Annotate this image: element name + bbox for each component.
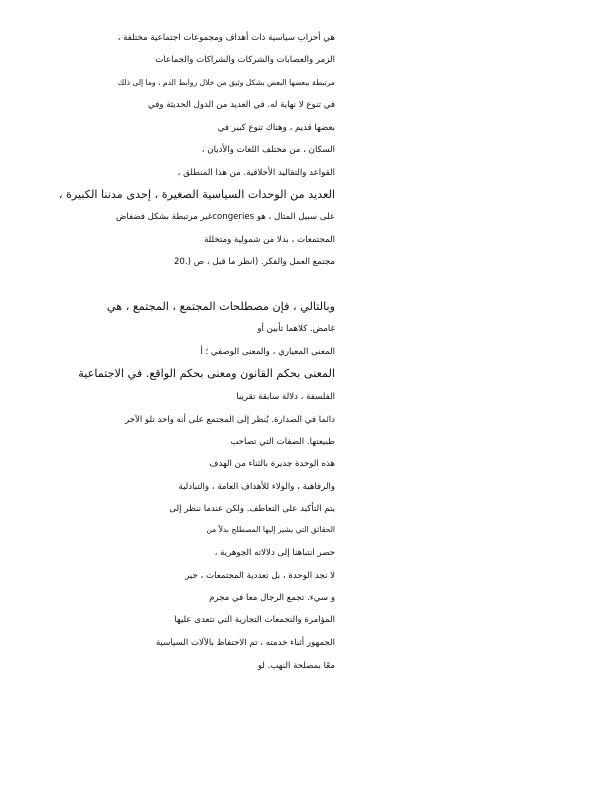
text-line: مجتمع العمل والفكر. (انظر ما قبل ، ص (.20	[173, 257, 335, 267]
text-line: في تنوع لا نهاية له. في العديد من الدول الحديثة وفي	[148, 100, 335, 110]
text-line: الفلسفة ، دلالة سابقة تقريبا	[236, 392, 335, 402]
text-line: المؤامرة والتجمعات التجارية التي تتعدى عليها	[174, 615, 335, 625]
text-line: العديد من الوحدات السياسية الصغيرة ، إحدى مدننا الكبيرة ،	[58, 188, 335, 201]
text-line: المعنى بحكم القانون ومعنى بحكم الواقع. في الاجتماعية	[78, 367, 335, 380]
text-line: والرفاهية ، والولاء للأهداف العامة ، والتبادلية	[178, 482, 335, 492]
text-line: الزمر والعصابات والشركات والشراكات والجماعات	[155, 55, 335, 65]
text-line: يتم التأكيد على التعاطف. ولكن عندما ننظر إلى	[169, 504, 335, 514]
text-line: طبيعتها. الصفات التي تصاحب	[230, 437, 335, 447]
text-line: السكان ، من مختلف اللغات والأديان ،	[201, 145, 335, 155]
text-line: حصر انتباهنا إلى دلالاته الجوهرية ،	[214, 548, 335, 558]
text-line: بعضها قديم ، وهناك تنوع كبير في	[217, 123, 335, 133]
text-line: الحقائق التي يشير إليها المصطلح بدلاً من	[206, 525, 335, 534]
text-line: غامض. كلاهما تأبين أو	[257, 324, 335, 334]
text-line: معًا بمصلحة النهب. لو	[257, 661, 335, 671]
text-line: مرتبطة ببعضها البعض بشكل وثيق من خلال روابط الدم ، وما إلى ذلك	[117, 78, 335, 87]
text-line: وبالتالي ، فإن مصطلحات المجتمع ، المجتمع ، هي	[106, 300, 335, 313]
text-line: المعنى المعياري ، والمعنى الوصفي ؛ أ	[200, 347, 335, 357]
text-line: هي أحزاب سياسية ذات أهداف ومجموعات اجتماعية مختلفة ،	[117, 33, 335, 43]
text-line: القواعد والتقاليد الأخلاقية. من هذا المنطلق ،	[177, 168, 335, 178]
text-line: على سبيل المثال ، هو congeriesغير مرتبطة بشكل فضفاض	[116, 212, 335, 222]
text-line: دائما في الصدارة. يُنظر إلى المجتمع على أنه واحد تلو الآخر	[124, 415, 335, 425]
text-line: المجتمعات ، بدلا من شمولية ومتخللة	[204, 235, 335, 245]
text-line: هذه الوحدة جديرة بالثناء من الهدف	[209, 459, 335, 469]
text-line: لا نجد الوحدة ، بل تعددية المجتمعات ، خير	[185, 571, 335, 581]
text-line: و سيء. تجمع الرجال معا في مجرم	[209, 593, 335, 603]
text-line: الجمهور أثناء خدمته ، تم الاحتفاظ بالآلات السياسية	[155, 638, 335, 648]
